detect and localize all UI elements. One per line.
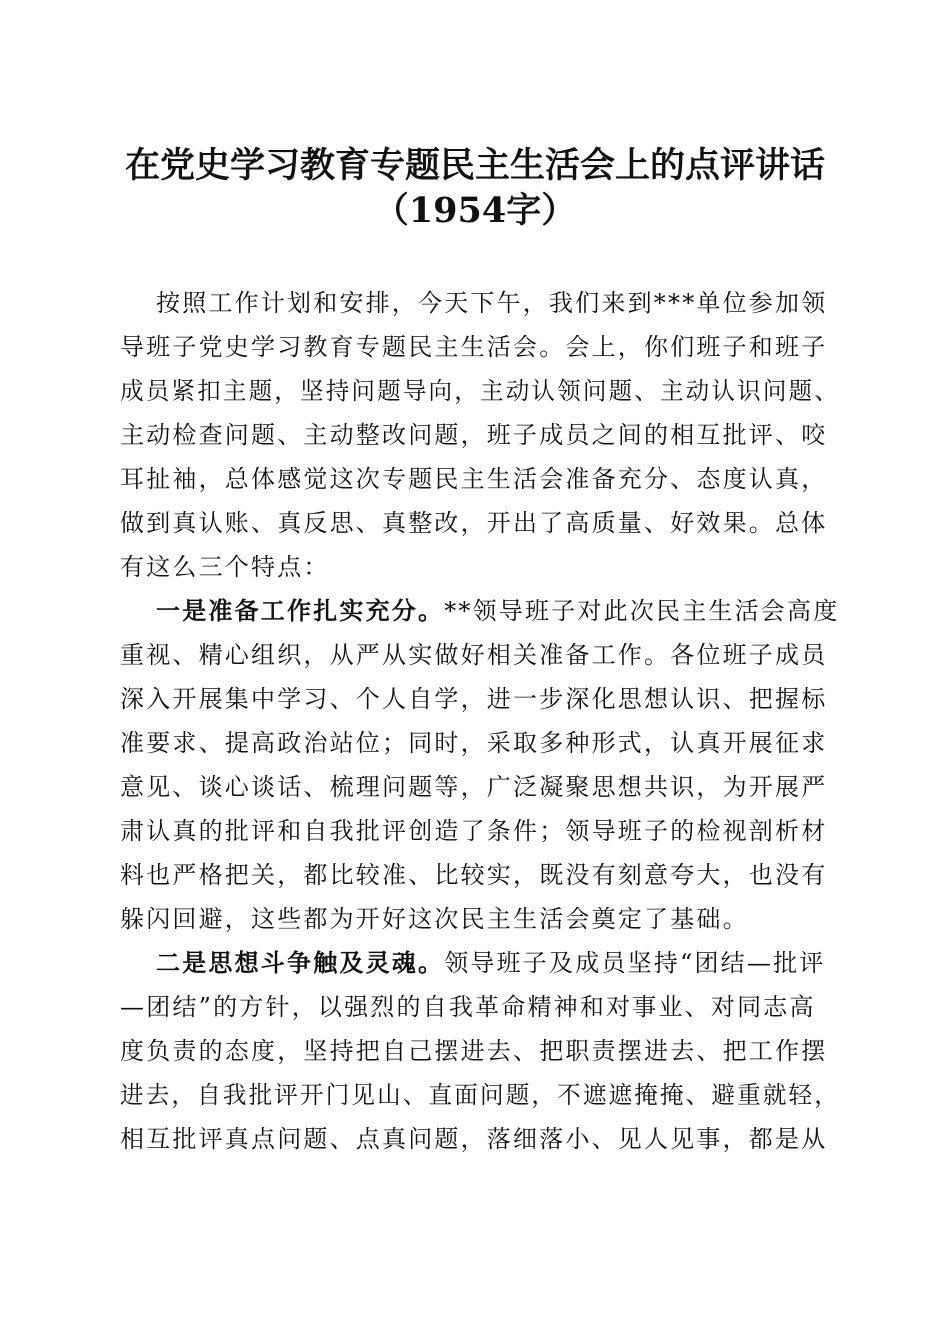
paragraph-line-text: 领导班子及成员坚持“团结—批评 <box>444 949 826 977</box>
paragraph-line: 耳扯袖，总体感觉这次专题民主生活会准备充分、态度认真， <box>120 465 828 493</box>
document-subtitle: （1954字） <box>373 190 577 231</box>
paragraph-line: 料也严格把关，都比较准、比较实，既没有刻意夸大，也没有 <box>120 861 828 889</box>
paragraph-line: 重视、精心组织，从严从实做好相关准备工作。各位班子成员 <box>120 641 828 669</box>
paragraph-lead: 二是思想斗争触及灵魂。 <box>156 948 445 977</box>
paragraph-line: 相互批评真点问题、点真问题，落细落小、见人见事，都是从 <box>120 1125 828 1153</box>
paragraph-line: 成员紧扣主题，坚持问题导向，主动认领问题、主动认识问题、 <box>120 377 840 405</box>
paragraph-line: 导班子党史学习教育专题民主生活会。会上，你们班子和班子 <box>120 333 828 361</box>
paragraph-line: 准要求、提高政治站位；同时，采取多种形式，认真开展征求 <box>120 729 828 757</box>
paragraph-line: 肃认真的批评和自我批评创造了条件；领导班子的检视剖析材 <box>120 817 828 845</box>
paragraph-line: 进去，自我批评开门见山、直面问题，不遮遮掩掩、避重就轻， <box>120 1081 840 1109</box>
paragraph-line: 躲闪回避，这些都为开好这次民主生活会奠定了基础。 <box>120 905 749 933</box>
paragraph-line: 做到真认账、真反思、真整改，开出了高质量、好效果。总体 <box>120 509 828 537</box>
paragraph-line: 意见、谈心谈话、梳理问题等，广泛凝聚思想共识，为开展严 <box>120 773 828 801</box>
paragraph-line: 深入开展集中学习、个人自学，进一步深化思想认识、把握标 <box>120 685 828 713</box>
paragraph-line: —团结”的方针，以强烈的自我革命精神和对事业、对同志高 <box>120 993 816 1021</box>
paragraph-first-line <box>156 591 839 626</box>
paragraph-lead: 一是准备工作扎实充分。 <box>156 596 445 625</box>
document-title: 在党史学习教育专题民主生活会上的点评讲话 <box>124 145 825 186</box>
paragraph-line: 按照工作计划和安排，今天下午，我们来到***单位参加领 <box>156 289 828 317</box>
paragraph-line: 主动检查问题、主动整改问题，班子成员之间的相互批评、咬 <box>120 421 828 449</box>
paragraph-line: 有这么三个特点： <box>120 553 330 581</box>
paragraph-first-line <box>156 943 825 978</box>
paragraph-line-text: **领导班子对此次民主生活会高度 <box>444 597 840 625</box>
paragraph-line: 度负责的态度，坚持把自己摆进去、把职责摆进去、把工作摆 <box>120 1037 828 1065</box>
